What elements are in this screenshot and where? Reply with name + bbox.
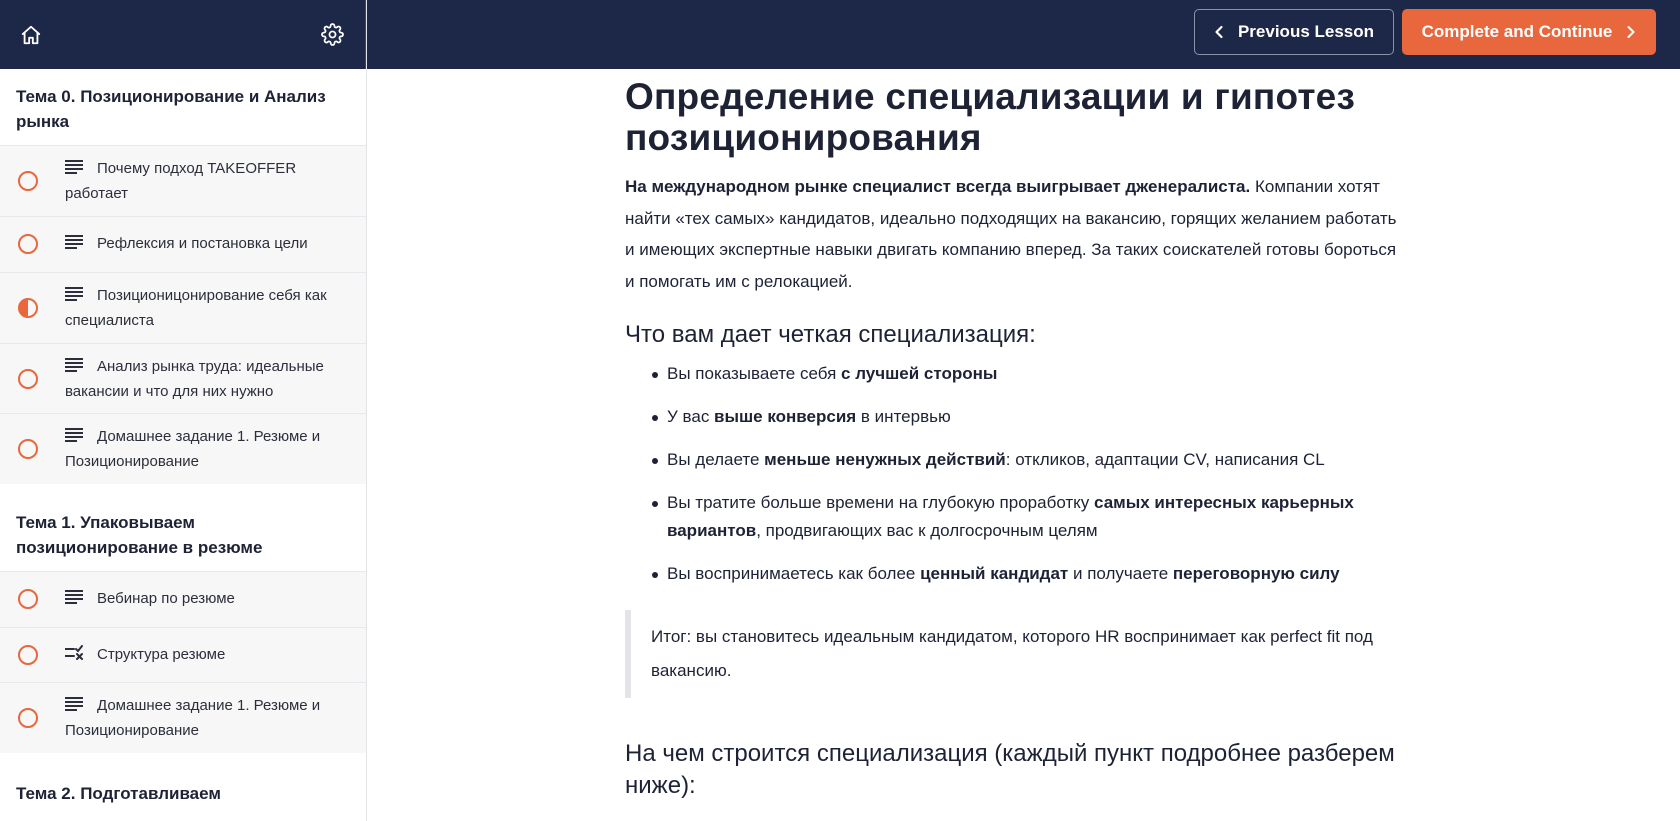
list-item bbox=[625, 403, 1405, 431]
quiz-lesson-icon bbox=[65, 645, 83, 661]
benefit-bold: переговорную силу bbox=[1172, 564, 1340, 583]
home-icon[interactable] bbox=[14, 18, 48, 52]
benefit-text: Вы воспринимаетесь как более bbox=[667, 564, 921, 583]
benefit-text: Вы делаете bbox=[667, 450, 765, 469]
intro-bold-text: На международном рынке специалист всегда выигрывает дженералиста. bbox=[625, 177, 1251, 196]
course-sidebar bbox=[0, 0, 367, 821]
lesson-item[interactable] bbox=[0, 571, 366, 627]
list-item bbox=[625, 489, 1405, 545]
not-started-circle-icon bbox=[17, 368, 39, 390]
text-lesson-icon bbox=[65, 357, 83, 373]
lesson-item[interactable] bbox=[0, 682, 366, 753]
not-started-circle-icon bbox=[17, 588, 39, 610]
not-started-circle-icon bbox=[17, 438, 39, 460]
lesson-label: Позиционицонирование себя как специалиста bbox=[65, 287, 327, 329]
benefit-text: , продвигающих вас к долгосрочным целям bbox=[756, 521, 1098, 540]
lesson-item-current[interactable] bbox=[0, 272, 366, 343]
benefit-bold: выше конверсия bbox=[714, 407, 857, 426]
lesson-label: Структура резюме bbox=[97, 646, 226, 663]
lesson-title: Определение специализации и гипотез позиционирования bbox=[625, 76, 1356, 158]
lesson-label: Домашнее задание 1. Резюме и Позиционирование bbox=[65, 428, 321, 470]
intro-paragraph bbox=[625, 171, 1405, 297]
complete-and-continue-label: Complete and Continue bbox=[1421, 22, 1613, 41]
lesson-item[interactable] bbox=[0, 627, 366, 682]
list-item bbox=[625, 360, 1405, 388]
text-lesson-icon bbox=[65, 427, 83, 443]
lesson-content bbox=[625, 76, 1405, 802]
text-lesson-icon bbox=[65, 286, 83, 302]
benefit-bold: самых интересных карьерных вариантов bbox=[667, 493, 1354, 540]
lesson-label: Анализ рынка труда: идеальные вакансии и что для них нужно bbox=[65, 358, 324, 400]
section-title: Тема 0. Позиционирование и Анализ рынка bbox=[0, 69, 366, 145]
lesson-item[interactable] bbox=[0, 343, 366, 413]
text-lesson-icon bbox=[65, 589, 83, 605]
previous-lesson-label: Previous Lesson bbox=[1237, 22, 1375, 41]
text-lesson-icon bbox=[65, 159, 83, 175]
intro-text: Компании хотят найти «тех самых» кандидатов, идеально подходящих на вакансию, горящих желанием работать и имеющих экспертные навыки двигать компанию вперед. За таких соискателей готовы бороться и помогать им с релокацией. bbox=[625, 177, 1397, 291]
complete-and-continue-button[interactable] bbox=[1402, 9, 1656, 55]
list-item bbox=[625, 446, 1405, 474]
gear-icon[interactable] bbox=[315, 18, 349, 52]
lesson-item[interactable] bbox=[0, 413, 366, 484]
in-progress-circle-icon bbox=[17, 297, 39, 319]
benefit-text: : откликов, адаптации CV, написания CL bbox=[1005, 450, 1325, 469]
benefit-text: в интервью bbox=[856, 407, 951, 426]
summary-quote: Итог: вы становитесь идеальным кандидатом, которого HR воспринимает как perfect fit под вакансию. bbox=[625, 610, 1405, 698]
lesson-label: Почему подход TAKEOFFER работает bbox=[65, 160, 297, 202]
benefit-text: Вы показываете себя bbox=[667, 364, 842, 383]
lesson-item[interactable] bbox=[0, 216, 366, 272]
sidebar-header bbox=[0, 0, 366, 69]
benefit-text: У вас bbox=[667, 407, 715, 426]
basis-heading: На чем строится специализация (каждый пункт подробнее разберем ниже): bbox=[625, 740, 1395, 799]
benefit-bold: ценный кандидат bbox=[920, 564, 1069, 583]
text-lesson-icon bbox=[65, 696, 83, 712]
not-started-circle-icon bbox=[17, 170, 39, 192]
lesson-label: Рефлексия и постановка цели bbox=[97, 235, 308, 252]
chevron-left-icon bbox=[1214, 25, 1224, 39]
benefit-bold: меньше ненужных действий bbox=[764, 450, 1006, 469]
section-title: Тема 2. Подготавливаем bbox=[0, 753, 366, 817]
benefits-heading: Что вам дает четкая специализация: bbox=[625, 321, 1036, 348]
chevron-right-icon bbox=[1626, 25, 1636, 39]
benefit-text: и получаете bbox=[1068, 564, 1173, 583]
previous-lesson-button[interactable] bbox=[1194, 9, 1394, 55]
not-started-circle-icon bbox=[17, 707, 39, 729]
lesson-item[interactable] bbox=[0, 145, 366, 216]
benefit-text: Вы тратите больше времени на глубокую проработку bbox=[667, 493, 1095, 512]
lesson-label: Вебинар по резюме bbox=[97, 590, 235, 607]
benefit-bold: с лучшей стороны bbox=[841, 364, 998, 383]
text-lesson-icon bbox=[65, 234, 83, 250]
lesson-topbar bbox=[367, 0, 1680, 69]
list-item bbox=[625, 560, 1405, 588]
lesson-label: Домашнее задание 1. Резюме и Позиционирование bbox=[65, 697, 321, 739]
not-started-circle-icon bbox=[17, 233, 39, 255]
section-title: Тема 1. Упаковываем позиционирование в резюме bbox=[0, 484, 366, 571]
benefits-list bbox=[625, 360, 1405, 588]
not-started-circle-icon bbox=[17, 644, 39, 666]
